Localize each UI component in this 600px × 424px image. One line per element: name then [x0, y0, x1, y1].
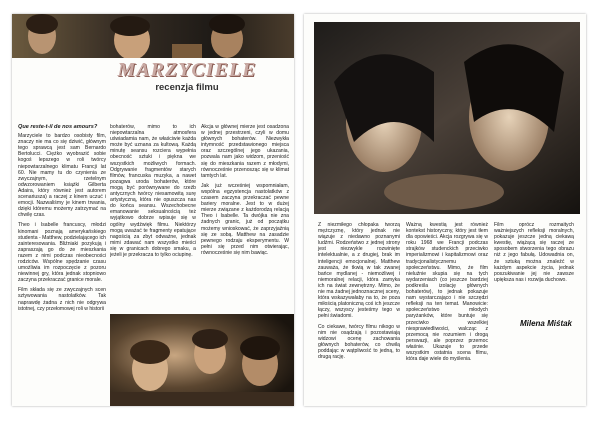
- right-page: [304, 14, 586, 406]
- paragraph: Ważną kwestią jest również kontekst historyczny, który jest tłem dla opowieści. Akcja rozgrywa się w roku 1968 we Francji podczas strajków studenckich przeciwko imperializmowi i kapitalizmowi oraz tradycjonalistycznemu społeczeństwu. Mimo, że film nieluźnie skupia się na tych wydarzeniach (co jeszcze bardziej podkreśla izolację głównych bohaterów), to jednak pokazuje nam wystarczająco i nie szczędzi refleksji na ten temat. Manowicie: społeczeństwo młodych paryżanków, które buntuje się przeciwko wszelkiej niesprawiedliwości, walcząc z przemocą nie rozumiem i drogą perswazji, ale poprzez przemoc właśnie. Ukazuje to przede wszystkim ostatnia scena filmu, która daje wiele do myślenia.: [406, 222, 488, 363]
- paragraph: Theo i Isabelle francuscy, młodzi kinomani poznają amerykańskiego studenta - Matthew, podzielającego ich zainteresowania. Bliźniaki pozykują i zapraszają go do ze mieszkania razem z nimi podczas nieobecności rodziców. Wspólne spędzanie czasu umożliwia im rozpoczęcie z pozoru niewinnej gry, która jednak stopniowo zaczyna przekraczać granice morale.: [18, 222, 106, 284]
- masthead: [112, 60, 262, 93]
- film-still-top-left: [12, 14, 294, 58]
- left-page: [12, 14, 294, 406]
- paragraph: bohaterów, mimo to ich niepowtarzalna atmosfera uświadamia nam, że właściwie każda może być uznana za kultową. Każdą minutę seansu rozciera wypełnia obecność sztuki i piękna we wszystkich możliwych formach. Odgrywanie fragmentów starych filmów, francuska muzyka, a nawet pozagwa uroda bohaterów, które mogą być porównywane do rzeźb antycznych twórcy niesamowitą surę artystyczną, która nie opuszcza nas do końca seansu. Wszechobecne emanowanie seksualnością też wyjątkowo dobrze wpisuje się w ogólny wydźwięk filmu. Niektórzy mogą uważać te fragmenty epatujące nagością za zbyt odważne, jednak mimi zdawać nam wszystko mieści się w granicach dobrego smaku, a jeżeli je przekracza to tylko ociupinę.: [110, 124, 196, 258]
- paragraph: Marzyciele to bardzo osobisty film, znaczy nie ma co się dziwić, głównym tego sprawcą jest sam Bernardo Bertolucci. Ciężko wyobrazić sobie kogoś lepszego w roli twórcy niepowtarzalnego klimatu Francji lat 60. Nie mamy tu do czynienia ze zwyczajnym, rzetelnym odwzorowaniem książki Gilberta Adaira, który również jest autorem scenariusza) a raczej z kinem uczuć i emocji. Nazwaliśmy je kinem trwania, dzięki któremu możemy zatrzymać na chwilę czas.: [18, 133, 106, 219]
- paragraph: Akcja w głównej mierze jest osadzona w jednej przestrzeni, czyli w domu głównych bohaterów. Niezwykła intymność przedstawionego miejsca oraz szczególnej jego ukazania, pozwala nam jako widzom, przeniość się do mieszkania razem z młodymi, równocześnie przenosząc się w klimat tamtych lat.: [201, 124, 289, 179]
- paragraph: Jak już wcześniej wspomniałam, wspólna egzystencja nastolatków z czasem zaczyna przekraczać pewne bariery moralne. Jest to w dużej mierze związane z każdorodzą relacją Theo i Isabelle. Ta dwójka nie zna żadnych granic, już od początku możemy wnioskować, że zaprzyjaźnią się ze sobą. Matthew na zasadzie pewnego rodzaju eksperymentu. W pełni się przed nim otwierając, równocześnie się nim bawiąc.: [201, 182, 289, 256]
- author-signature: Milena Miśtak: [519, 319, 572, 328]
- text-column-4: [318, 222, 400, 364]
- text-column-1: [18, 124, 106, 316]
- text-column-5: [406, 222, 488, 366]
- paragraph: Film składa się ze zwyczajnych scen sztywowania nastolatków. Tak naprawdę żadna z nich nie odgrywa istotnej, czy przełomowej roli w historii: [18, 287, 106, 312]
- paragraph: Z niezmiłego chłopaka tworzą mężczyznę, który jednak nie wiązuje z niedawno poznanymi ludźmi. Rodzeństwo z jednej strony jest niezwykle rozwinięte intelektualnie, a z drugiej, brak im inteligencji emocjonalnej. Matthew zauważa, że tkwią w tak zwanej bańce mydlanej - niemożliwej i niemoralnej relacji, która zamyka ich na świat zewnętrzny. Mimo, że nie ma żadnej jednoznacznej sceny, która wskazywałaby na to, że poza miłością platoniczną coś ich jeszcze łączy, wszyscy jesteśmy tego w pełni świadomi.: [318, 222, 400, 320]
- paragraph: Film oprócz rozmaitych ważniejszych refleksji moralnych, pokazuje jeszcze jedną ciekawą kwestię, wiążącą się raczej ze sposobem stworzenia tego obrazu niż z jego fabułą. Udowadnia on, że sztuką można znaleźć w każdym aspekcie życia, jednak poszukiwanie jej nie zawsze upiększa nas i rozwija duchowo.: [494, 222, 574, 283]
- film-still-large-right: [314, 22, 580, 214]
- article-title: MARZYCIELE: [117, 59, 257, 81]
- article-subtitle: recenzja filmu: [155, 82, 219, 93]
- film-still-bottom-left: [110, 314, 294, 406]
- lead-question: Que reste-t-il de nos amours?: [18, 124, 98, 130]
- text-column-6: [494, 222, 574, 287]
- paragraph: Co ciekawe, twórcy filmu nikogo w nim nie osądzają i pozostawiają widzowi ocenę zachowania głównych bohaterów, co chwilą poddając w wątpliwość to jedną, to drugą rację.: [318, 323, 400, 360]
